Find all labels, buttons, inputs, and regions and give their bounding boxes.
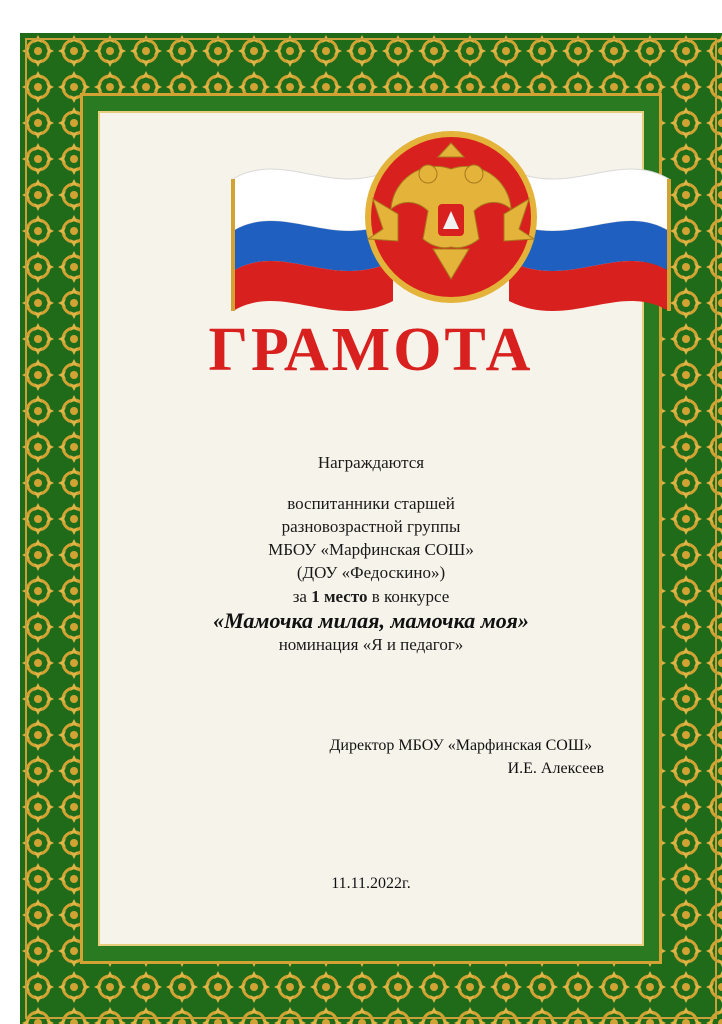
certificate-title: ГРАМОТА: [208, 316, 534, 384]
recipient-line: воспитанники старшей: [287, 494, 455, 513]
certificate-frame: [20, 33, 722, 1024]
place-suffix: в конкурсе: [367, 587, 450, 606]
recipient-line: разновозрастной группы: [281, 517, 461, 536]
recipient-line: МБОУ «Марфинская СОШ»: [268, 540, 474, 559]
awarded-label: Награждаются: [317, 453, 425, 472]
nomination-line: номинация «Я и педагог»: [278, 635, 464, 654]
flag-and-emblem-icon: [223, 129, 679, 319]
recipient-line: (ДОУ «Федоскино»): [296, 563, 446, 582]
director-name: И.Е. Алексеев: [507, 760, 604, 777]
place-bold: 1 место: [311, 587, 368, 606]
contest-title: «Мамочка милая, мамочка моя»: [213, 608, 529, 633]
issue-date: 11.11.2022г.: [331, 875, 411, 892]
place-line: [98, 587, 644, 607]
certificate-paper: [98, 111, 644, 946]
place-prefix: за: [292, 587, 312, 606]
director-title: Директор МБОУ «Марфинская СОШ»: [329, 737, 592, 754]
